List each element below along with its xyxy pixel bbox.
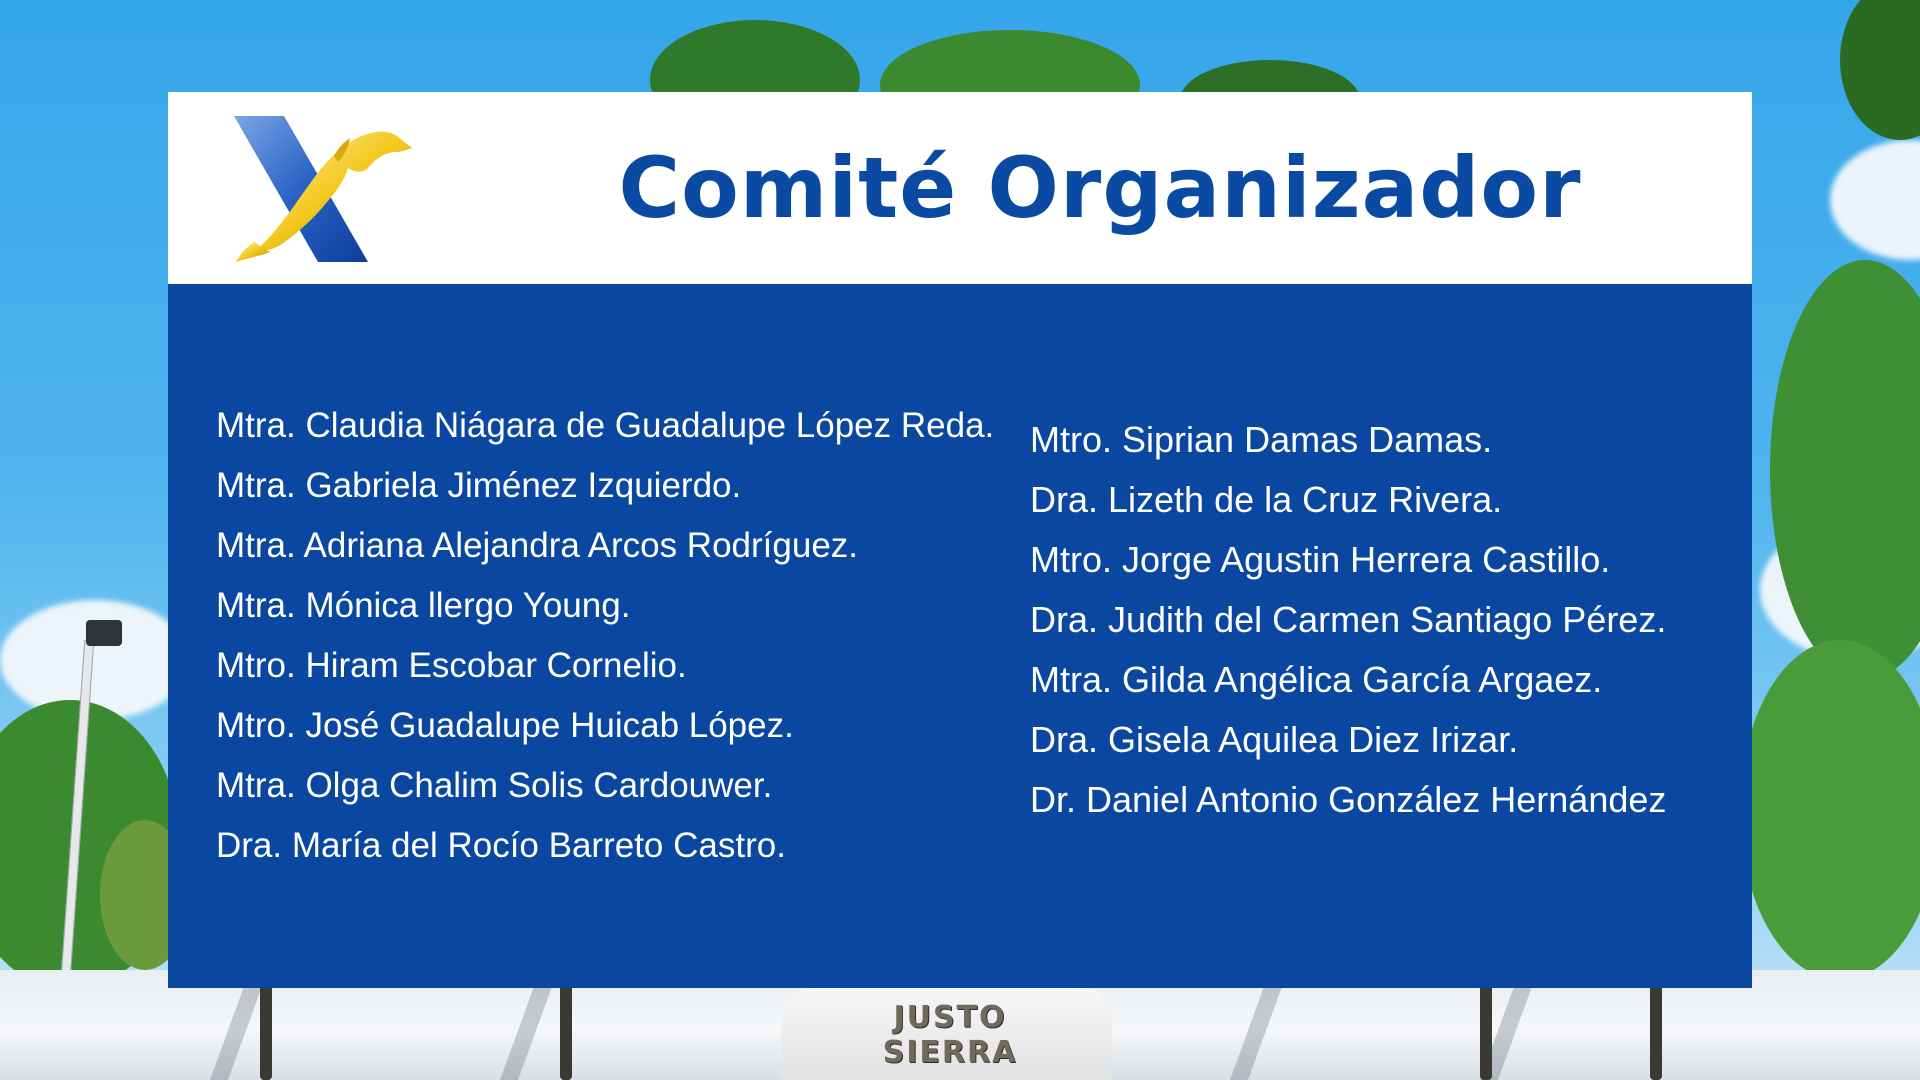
cloud xyxy=(0,600,190,720)
committee-member: Mtra. Gabriela Jiménez Izquierdo. xyxy=(216,466,742,505)
committee-member: Dra. Lizeth de la Cruz Rivera. xyxy=(1030,479,1503,520)
committee-member: Mtra. Adriana Alejandra Arcos Rodríguez. xyxy=(216,526,859,565)
committee-member: Mtra. Mónica llergo Young. xyxy=(216,586,631,625)
x-dolphin-logo-icon xyxy=(226,112,416,266)
committee-member: Mtro. José Guadalupe Huicab López. xyxy=(216,706,794,745)
committee-list-left xyxy=(216,396,994,876)
lamp-head xyxy=(86,620,122,646)
monument-inscription: JUSTO SIERRA xyxy=(882,1000,1018,1070)
committee-member: Mtra. Olga Chalim Solis Cardouwer. xyxy=(216,766,773,805)
committee-member: Dr. Daniel Antonio González Hernández xyxy=(1030,779,1667,820)
tree-trunk xyxy=(1480,980,1492,1080)
committee-member: Dra. Judith del Carmen Santiago Pérez. xyxy=(1030,599,1667,640)
tree-trunk xyxy=(560,980,572,1080)
committee-member: Mtro. Jorge Agustin Herrera Castillo. xyxy=(1030,539,1611,580)
title-banner xyxy=(168,92,1752,284)
committee-member: Mtra. Claudia Niágara de Guadalupe López Reda. xyxy=(216,406,995,445)
committee-list-right xyxy=(1030,410,1666,830)
committee-panel xyxy=(168,284,1752,988)
committee-member: Dra. Gisela Aquilea Diez Irizar. xyxy=(1030,719,1519,760)
committee-member: Dra. María del Rocío Barreto Castro. xyxy=(216,826,786,865)
committee-member: Mtro. Hiram Escobar Cornelio. xyxy=(216,646,687,685)
tree-trunk xyxy=(260,980,272,1080)
tree-trunk xyxy=(1650,980,1662,1080)
committee-member: Mtro. Siprian Damas Damas. xyxy=(1030,419,1493,460)
page-title: Comité Organizador xyxy=(618,139,1582,237)
committee-member: Mtra. Gilda Angélica García Argaez. xyxy=(1030,659,1603,700)
